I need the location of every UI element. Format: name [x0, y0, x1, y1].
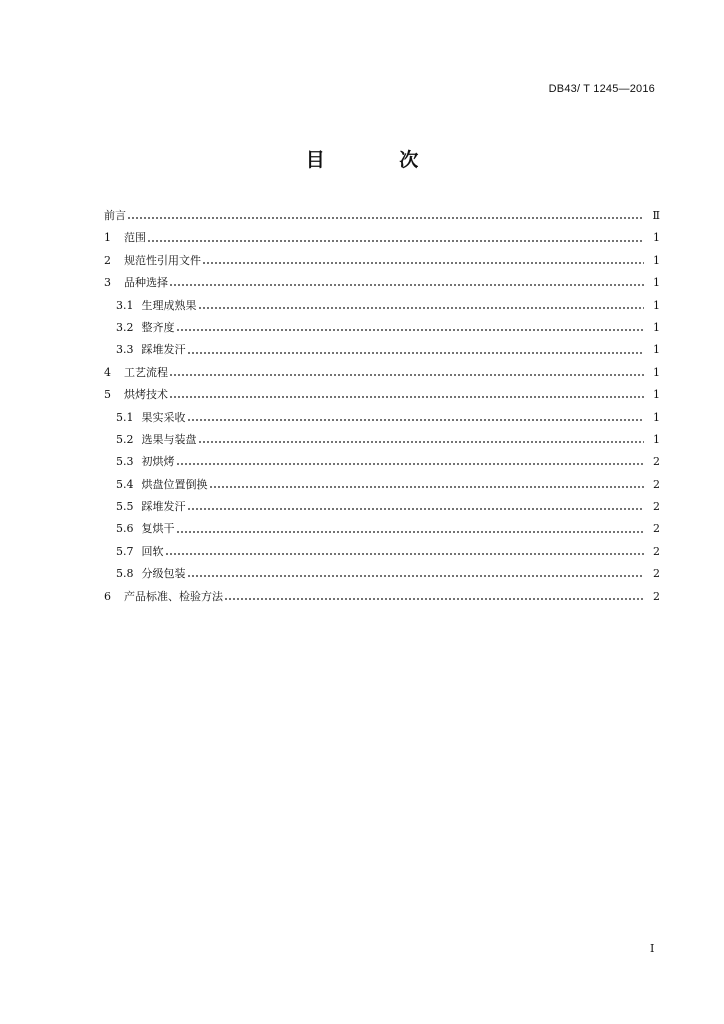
toc-entry-label: 前言 [104, 209, 126, 222]
dot-leader [187, 352, 645, 354]
toc-entry-page: 1 [653, 276, 660, 290]
toc-entry-page: 1 [653, 253, 660, 267]
toc-entry-label: 回软 [141, 544, 164, 558]
dot-leader [169, 284, 644, 286]
dot-leader [169, 374, 644, 376]
toc-entry[interactable] [104, 317, 660, 339]
toc-entry-number: 1 [104, 231, 111, 245]
toc-entry-number: 3.2 [116, 320, 134, 334]
toc-entry-page: 2 [653, 544, 660, 558]
toc-entry-page: 2 [653, 477, 660, 491]
toc-entry[interactable] [104, 339, 660, 361]
toc-entry-label: 踩堆发汗 [141, 500, 186, 514]
toc-entry[interactable] [104, 451, 660, 473]
toc-entry-page: 2 [653, 567, 660, 581]
dot-leader [209, 486, 645, 488]
toc-entry-label: 选果与装盘 [141, 432, 197, 446]
dot-leader [147, 240, 644, 242]
dot-leader [176, 531, 645, 533]
dot-leader [127, 217, 644, 219]
toc-entry-page: 1 [653, 298, 660, 312]
toc-entry-number: 3 [104, 276, 111, 290]
toc-entry[interactable] [104, 362, 660, 384]
toc-entry[interactable] [104, 496, 660, 518]
toc-entry[interactable] [104, 205, 660, 227]
toc-entry[interactable] [104, 250, 660, 272]
toc-entry-number: 5.1 [116, 410, 134, 424]
toc-entry-number: 5.3 [116, 455, 134, 469]
standard-code: DB43/ T 1245—2016 [548, 83, 655, 95]
page-title: 目 次 [305, 149, 453, 171]
toc-entry-label: 烘盘位置倒换 [141, 477, 208, 491]
dot-leader [187, 508, 645, 510]
toc-entry-page: Ⅱ [652, 209, 660, 222]
toc-entry-number: 3.3 [116, 343, 134, 357]
toc-entry[interactable] [104, 518, 660, 540]
toc-entry-page: 2 [653, 500, 660, 514]
toc-entry[interactable] [104, 541, 660, 563]
toc-entry-page: 1 [653, 320, 660, 334]
dot-leader [176, 329, 645, 331]
toc-entry-page: 1 [653, 388, 660, 402]
toc-entry-label: 产品标准、检验方法 [124, 589, 223, 603]
toc-entry[interactable] [104, 586, 660, 608]
dot-leader [198, 441, 645, 443]
toc-entry-number: 5.6 [116, 522, 134, 536]
dot-leader [165, 553, 645, 555]
toc-entry-page: 2 [653, 522, 660, 536]
toc-entry-label: 果实采收 [141, 410, 186, 424]
toc-entry-number: 5.8 [116, 567, 134, 581]
dot-leader [169, 396, 644, 398]
dot-leader [224, 598, 644, 600]
toc-entry-label: 规范性引用文件 [124, 253, 201, 267]
toc-entry-number: 5.4 [116, 477, 134, 491]
toc-entry-number: 5.5 [116, 500, 134, 514]
toc-entry-label: 生理成熟果 [141, 298, 197, 312]
toc-entry-label: 整齐度 [141, 320, 175, 334]
toc-entry-number: 4 [104, 365, 111, 379]
toc-entry-page: 2 [653, 589, 660, 603]
toc-entry-page: 1 [653, 343, 660, 357]
dot-leader [187, 575, 645, 577]
dot-leader [176, 463, 645, 465]
dot-leader [187, 419, 645, 421]
toc-entry[interactable] [104, 295, 660, 317]
toc-entry[interactable] [104, 227, 660, 249]
footer-page-number: I [650, 942, 655, 955]
toc-entry[interactable] [104, 429, 660, 451]
toc-entry-label: 品种选择 [124, 276, 168, 290]
toc-entry-label: 复烘干 [141, 522, 175, 536]
toc-entry-page: 1 [653, 410, 660, 424]
toc-entry[interactable] [104, 272, 660, 294]
toc-entry-number: 6 [104, 589, 111, 603]
toc-entry[interactable] [104, 563, 660, 585]
dot-leader [202, 262, 644, 264]
toc-entry-label: 范围 [124, 231, 146, 245]
toc-entry-number: 5.7 [116, 544, 134, 558]
toc-entry-number: 5.2 [116, 432, 134, 446]
toc-entry-label: 烘烤技术 [124, 388, 168, 402]
toc-entry-label: 分级包装 [141, 567, 186, 581]
toc-entry[interactable] [104, 474, 660, 496]
dot-leader [198, 307, 645, 309]
toc-entry-page: 1 [653, 231, 660, 245]
toc-entry-number: 2 [104, 253, 111, 267]
toc-entry[interactable] [104, 384, 660, 406]
toc-entry-label: 初烘烤 [141, 455, 175, 469]
toc-entry-label: 工艺流程 [124, 365, 168, 379]
toc-entry-number: 5 [104, 388, 111, 402]
toc-entry-page: 1 [653, 432, 660, 446]
toc-entry-page: 2 [653, 455, 660, 469]
toc-entry-label: 踩堆发汗 [141, 343, 186, 357]
toc-entry-page: 1 [653, 365, 660, 379]
table-of-contents [104, 205, 660, 608]
toc-entry[interactable] [104, 407, 660, 429]
toc-entry-number: 3.1 [116, 298, 134, 312]
